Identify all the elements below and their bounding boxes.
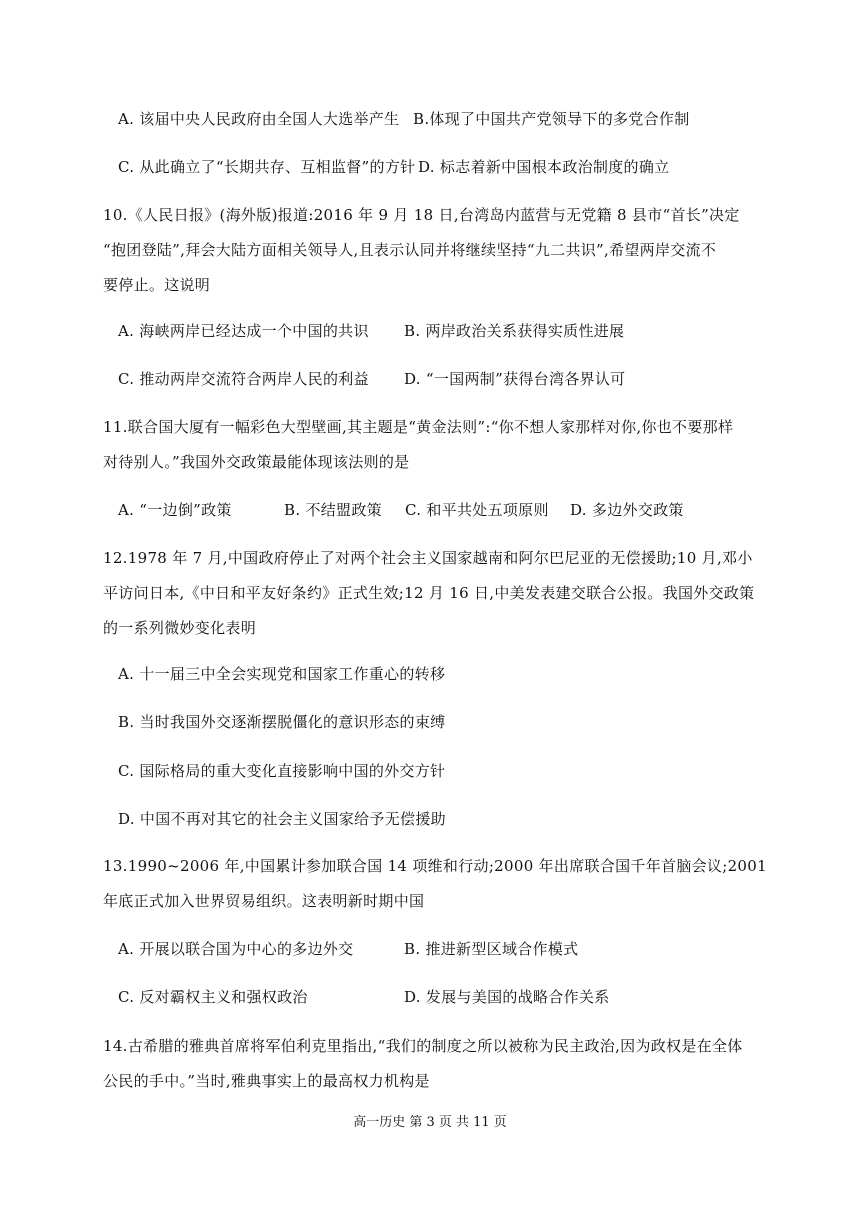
q9-option-b: B.体现了中国共产党领导下的多党合作制 bbox=[413, 110, 690, 128]
q13-option-a: A. 开展以联合国为中心的多边外交 bbox=[118, 940, 354, 958]
q10-stem-line-2: “抱团登陆”,拜会大陆方面相关领导人,且表示认同并将继续坚持“九二共识”,希望两岸交流不 bbox=[103, 241, 717, 259]
q10-option-c: C. 推动两岸交流符合两岸人民的利益 bbox=[118, 370, 369, 388]
q9-option-c: C. 从此确立了“长期共存、互相监督”的方针 bbox=[118, 158, 416, 176]
q12-stem-line-1: 12.1978 年 7 月,中国政府停止了对两个社会主义国家越南和阿尔巴尼亚的无偿援助;10 月,邓小 bbox=[103, 549, 753, 567]
q10-option-d: D. “一国两制”获得台湾各界认可 bbox=[404, 370, 626, 388]
q9-option-a: A. 该届中央人民政府由全国人大选举产生 bbox=[118, 110, 400, 128]
q13-option-c: C. 反对霸权主义和强权政治 bbox=[118, 988, 308, 1006]
q11-option-d: D. 多边外交政策 bbox=[570, 501, 684, 519]
q11-option-a: A. “一边倒”政策 bbox=[118, 501, 232, 519]
q11-option-c: C. 和平共处五项原则 bbox=[405, 501, 549, 519]
q10-option-a: A. 海峡两岸已经达成一个中国的共识 bbox=[118, 322, 369, 340]
q14-stem-line-2: 公民的手中。”当时,雅典事实上的最高权力机构是 bbox=[103, 1072, 430, 1090]
q13-stem-line-2: 年底正式加入世界贸易组织。这表明新时期中国 bbox=[103, 892, 425, 910]
q13-stem-line-1: 13.1990~2006 年,中国累计参加联合国 14 项维和行动;2000 年出席联合国千年首脑会议;2001 bbox=[103, 857, 767, 875]
q13-option-d: D. 发展与美国的战略合作关系 bbox=[404, 988, 610, 1006]
q10-stem-line-3: 要停止。这说明 bbox=[103, 276, 211, 294]
q11-stem-line-2: 对待别人。”我国外交政策最能体现该法则的是 bbox=[103, 453, 410, 471]
q12-option-c: C. 国际格局的重大变化直接影响中国的外交方针 bbox=[118, 762, 446, 780]
q10-stem-line-1: 10.《人民日报》(海外版)报道:2016 年 9 月 18 日,台湾岛内蓝营与无党籍 8 县市“首长”决定 bbox=[103, 206, 740, 224]
page-footer: 高一历史 第 3 页 共 11 页 bbox=[353, 1115, 507, 1130]
q9-option-d: D. 标志着新中国根本政治制度的确立 bbox=[418, 158, 670, 176]
q12-option-d: D. 中国不再对其它的社会主义国家给予无偿援助 bbox=[118, 810, 446, 828]
q11-stem-line-1: 11.联合国大厦有一幅彩色大型壁画,其主题是“黄金法则”:“你不想人家那样对你,你也不要那样 bbox=[103, 418, 734, 436]
q13-option-b: B. 推进新型区域合作模式 bbox=[404, 940, 579, 958]
q11-option-b: B. 不结盟政策 bbox=[284, 501, 382, 519]
q12-stem-line-2: 平访问日本,《中日和平友好条约》正式生效;12 月 16 日,中美发表建交联合公报。我国外交政策 bbox=[103, 584, 755, 602]
q14-stem-line-1: 14.古希腊的雅典首席将军伯利克里指出,“我们的制度之所以被称为民主政治,因为政权是在全体 bbox=[103, 1037, 743, 1055]
q12-option-b: B. 当时我国外交逐渐摆脱僵化的意识形态的束缚 bbox=[118, 713, 446, 731]
q12-option-a: A. 十一届三中全会实现党和国家工作重心的转移 bbox=[118, 665, 446, 683]
q10-option-b: B. 两岸政治关系获得实质性进展 bbox=[404, 322, 625, 340]
q12-stem-line-3: 的一系列微妙变化表明 bbox=[103, 619, 257, 637]
